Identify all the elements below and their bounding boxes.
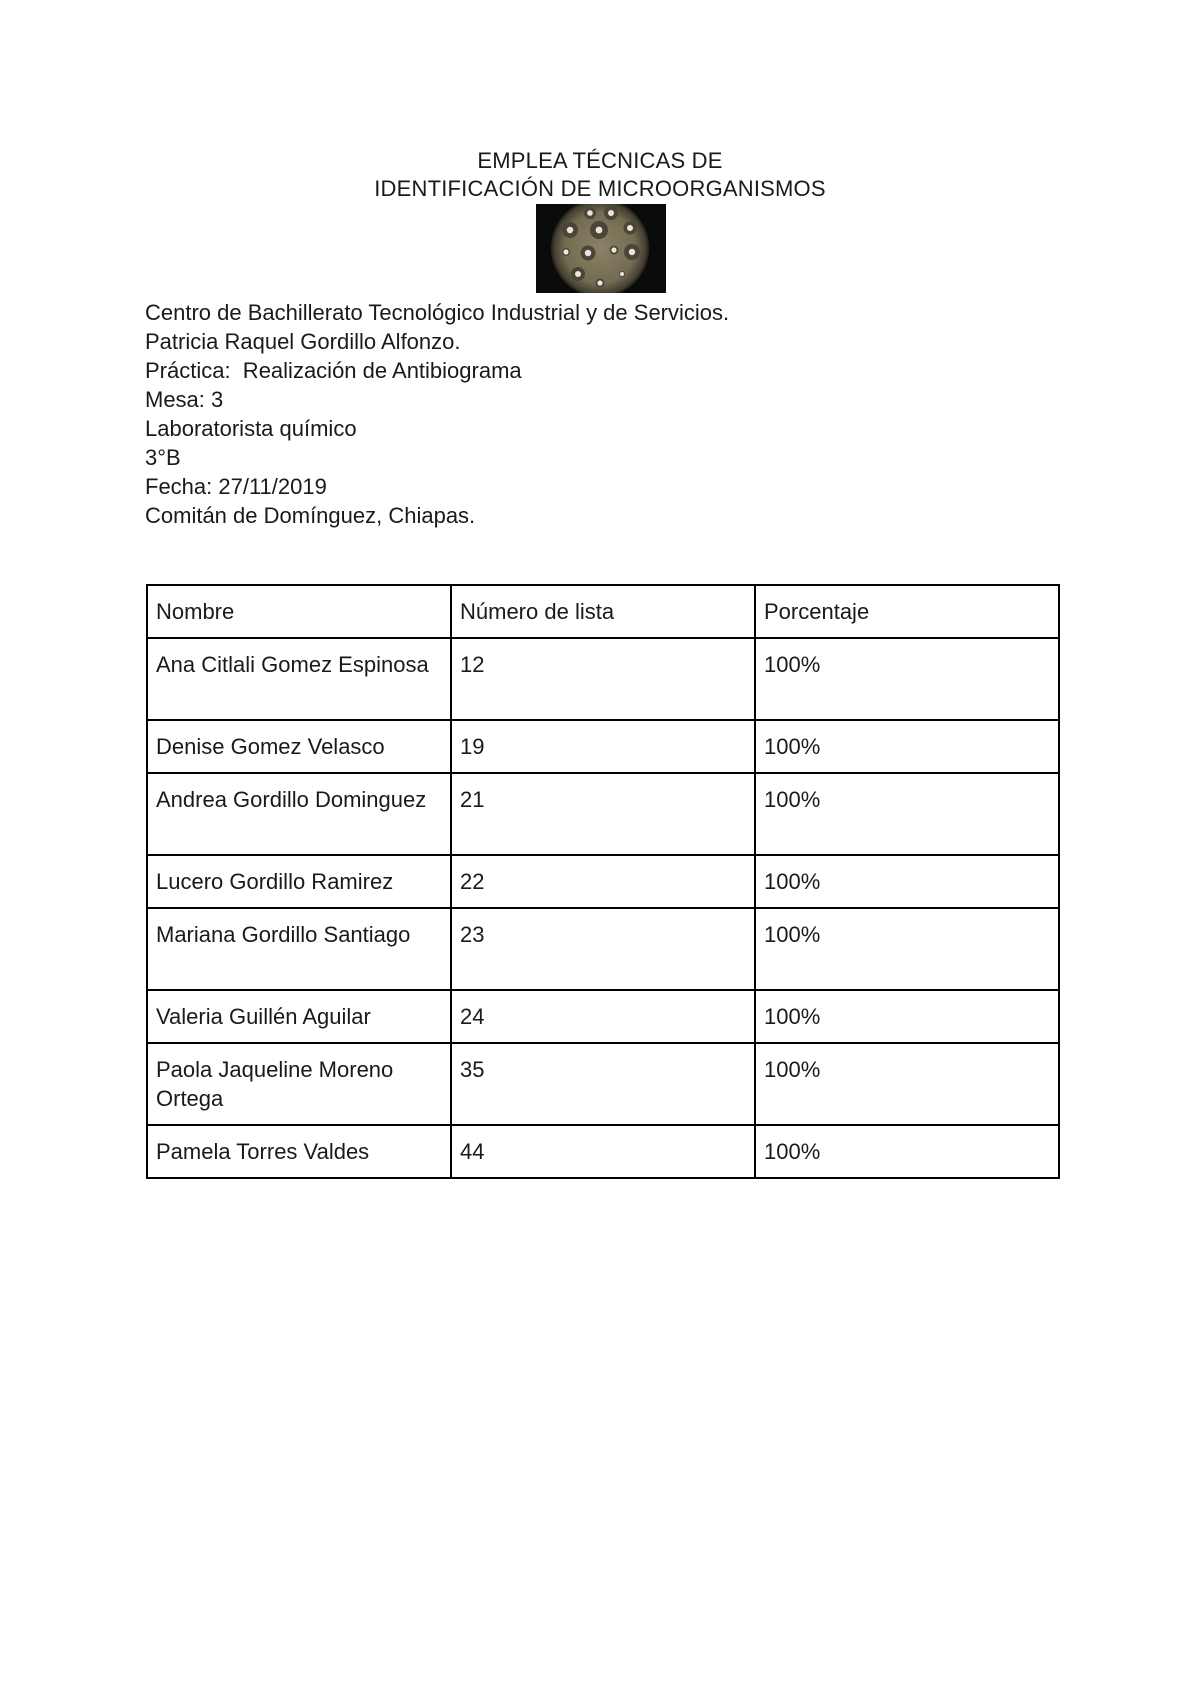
member-number: 44 [451,1125,755,1178]
member-name: Ana Citlali Gomez Espinosa [147,638,451,720]
table-row [147,773,1059,855]
date: Fecha: 27/11/2019 [145,474,327,499]
member-percentage: 100% [755,1125,1059,1178]
member-percentage: 100% [755,773,1059,855]
member-name: Lucero Gordillo Ramirez [147,855,451,908]
table-row [147,720,1059,773]
table-row [147,855,1059,908]
member-number: 22 [451,855,755,908]
petri-dish-illustration [536,204,666,293]
school-name: Centro de Bachillerato Tecnológico Industrial y de Servicios. [145,300,730,325]
career: Laboratorista químico [145,416,357,441]
member-percentage: 100% [755,720,1059,773]
table-header-row [147,585,1059,638]
member-percentage: 100% [755,638,1059,720]
student-name: Patricia Raquel Gordillo Alfonzo. [145,329,461,354]
member-percentage: 100% [755,855,1059,908]
member-number: 24 [451,990,755,1043]
group: 3°B [145,445,181,470]
member-name: Pamela Torres Valdes [147,1125,451,1178]
member-percentage: 100% [755,908,1059,990]
member-number: 12 [451,638,755,720]
member-name: Denise Gomez Velasco [147,720,451,773]
member-percentage: 100% [755,990,1059,1043]
document-title-line-1: EMPLEA TÉCNICAS DE [477,148,723,173]
document-title-line-2: IDENTIFICACIÓN DE MICROORGANISMOS [374,176,826,201]
team-roster-table [146,584,1060,1179]
member-number: 35 [451,1043,755,1125]
header-name: Nombre [147,585,451,638]
place: Comitán de Domínguez, Chiapas. [145,503,476,528]
header-percentage: Porcentaje [755,585,1059,638]
table-row [147,1125,1059,1178]
member-percentage: 100% [755,1043,1059,1125]
member-number: 19 [451,720,755,773]
table-row [147,908,1059,990]
student-info-block [145,298,729,530]
antibiogram-plate-image [536,204,666,293]
member-number: 23 [451,908,755,990]
member-number: 21 [451,773,755,855]
table-row [147,1043,1059,1125]
table-row [147,638,1059,720]
member-name: Mariana Gordillo Santiago [147,908,451,990]
table-row [147,990,1059,1043]
header-list-number: Número de lista [451,585,755,638]
member-name: Valeria Guillén Aguilar [147,990,451,1043]
member-name: Paola Jaqueline Moreno Ortega [147,1043,451,1125]
member-name: Andrea Gordillo Dominguez [147,773,451,855]
practice-title: Práctica: Realización de Antibiograma [145,358,522,383]
lab-table: Mesa: 3 [145,387,224,412]
